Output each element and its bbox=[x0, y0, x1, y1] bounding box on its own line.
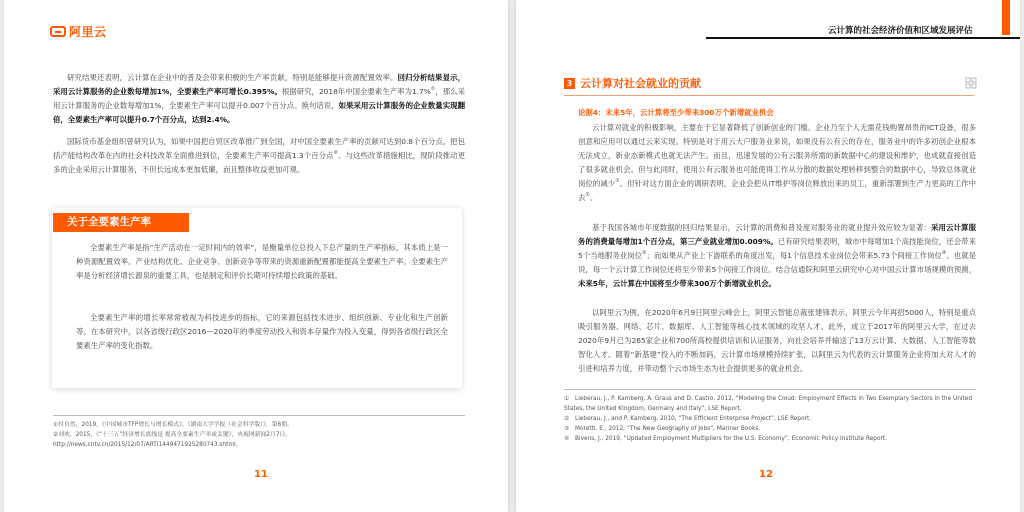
footnote-divider bbox=[53, 415, 465, 416]
bold-run: 未来5年，云计算在中国将至少带来300万个新增就业机会。 bbox=[578, 279, 776, 288]
shuffle-icon bbox=[965, 77, 977, 92]
footnote-divider bbox=[564, 389, 976, 390]
footnote-item: ② Lieberau, J., and P. Kamberg, 2010, “The Efficient Enterprise Project”, LSE Report. bbox=[564, 416, 812, 422]
right-page bbox=[516, 0, 1020, 512]
page-number: 12 bbox=[759, 469, 773, 480]
section-number: 3 bbox=[564, 78, 575, 89]
info-box-title: 关于全要素生产率 bbox=[53, 213, 189, 232]
text-run: 根据研究，2018年中国全要素生产率为1.7% bbox=[281, 87, 431, 96]
footnote-item: ④ Bivens, J., 2019, “Updated Employment Multipliers for the U.S. Economy”, Economic Policy Institute Report. bbox=[564, 436, 888, 442]
bold-run: 如果采用云计算服务的企业数量实现翻倍，全要素生产率可以提升0.7个百分点，达到2.4%。 bbox=[53, 101, 465, 124]
bold-run: 回归分析结果显示，采用云计算服务的企业数每增加1%，全要素生产率可增长0.395%。 bbox=[53, 73, 465, 96]
logo-text: 阿里云 bbox=[69, 25, 107, 39]
right-paragraph-1 bbox=[578, 121, 976, 205]
text-run: 基于我国各城市年度数据的回归结果显示，云计算的消费和普及度对服务业的就业提升效应较为显著： bbox=[592, 223, 931, 232]
text-run: 。也就是说，每一个云计算工作岗位还将至少带来5个间接工作岗位。结合信通院和阿里云研究中心对中国云计算市场规模的预测， bbox=[578, 251, 977, 274]
text-run: 云计算对就业的积极影响，主要在于它显著降低了创新创业的门槛。企业乃至个人无需花钱购置昂贵的ICT设备，很多创意和应用可以通过云来实现。特别是对于用云大户服务业来说，如果没有公有云的存在，服务业中的许多初创企业根本无法成立，新业态新模式也就无法产生。而且，迅速发展的公有云服务所需的新数据中心的建设和维护，也成就直接创造了很多就业机会。但与此同时，使用公有云服务也可能使得工作从分散的数据处理转移到整合的数据中心，导致总体就业岗位的减少 bbox=[578, 123, 976, 188]
section-title: 云计算对社会就业的贡献 bbox=[580, 77, 701, 90]
running-header: 云计算的社会经济价值和区域发展评估 bbox=[828, 26, 973, 36]
text-run: 已有研究结果表明，城市中每增加1个高技能岗位，还会带来5个当地服务业岗位 bbox=[578, 237, 976, 260]
text-run: 研究结果还表明，云计算在企业中的普及会带来积极的生产率贡献，特别是能够提升资源配置效率。 bbox=[67, 73, 398, 82]
left-paragraph-2 bbox=[53, 135, 465, 177]
footnote-item: ②刘欢，2015，《“十三五”经济增长底线是 提高全要素生产率或关键》，央视网新闻2月7日，http://news.cntv.cn/2015/12/07/ARTI1449471925280743.shtml。 bbox=[53, 432, 292, 448]
footnote-item: ③ Moretti, E., 2012, “The New Geography of Jobs”, Mariner Books. bbox=[564, 426, 761, 432]
header-accent-bar bbox=[1002, 0, 1010, 35]
info-box bbox=[52, 208, 462, 388]
section-heading bbox=[564, 75, 701, 91]
header-rule bbox=[706, 37, 1020, 39]
footnote-ref[interactable]: ③ bbox=[642, 250, 647, 256]
footnotes bbox=[564, 394, 976, 444]
footnote-item: ① Lieberau, J., P. Kamberg, A. Graus and D. Castro, 2012, “Modeling the Cloud: Employment Effects in Two Exemplary Sectors in the United States, the United Kingdom, Germany and Italy”, LSE Report. bbox=[564, 396, 973, 412]
right-paragraph-2 bbox=[578, 221, 976, 291]
info-box-paragraph-1: 全要素生产率是指“生产活动在一定时间内的效率”，是衡量单位总投入下总产量的生产率指标，其本质上是一种资源配置效率。产业结构优化、企业竞争、创新竞争等带来的资源重新配置都能提高全要素生产率。全要素生产率是分析经济增长源泉的重要工具，也是制定和评价长期可持续增长政策的基础。 bbox=[76, 243, 448, 280]
text-run: ；而如果从产业上下游联系的角度出发，每1个信息技术业岗位会带来5.73个间接工作岗位 bbox=[646, 251, 942, 260]
footnote-item: ①付自然，2019，《中国城市TFP增长与增长模式》，《湖南大学学报（社会科学版）》，第6期。 bbox=[53, 422, 293, 428]
bold-run: 采用云计算服务的消费量每增加1个百分点，第三产业就业增加0.009%。 bbox=[578, 223, 976, 246]
page-number: 11 bbox=[254, 469, 268, 480]
footnote-ref[interactable]: ④ bbox=[941, 250, 947, 256]
logo bbox=[50, 23, 107, 40]
text-run: 国际货币基金组织曾研究认为，如果中国把自贸区改革推广到全国，对中国全要素生产率的贡献可达到0.8个百分点。把包括产能结构改革在内的社会科技改革全面推进到位，全要素生产率可提高1.3个百分点 bbox=[53, 137, 465, 160]
footnote-ref[interactable]: ① bbox=[430, 86, 436, 92]
right-paragraph-3: 以阿里云为例，在2020年6月9日阿里云峰会上，阿里云智能总裁张建锋表示，阿里云今年再招5000人，特别是重点吸引服务器、网络、芯片、数据库、人工智能等核心技术领域的攻坚人才。此外，成立于2017年的阿里云大学，在过去2020年9月已为265家企业和700所高校提供培训和认证服务，向社会培养并输送了13万云计算、大数据、人工智能等数智化人才。随着“新基建”投入的不断加码，云计算市场规模持续扩张，以阿里云为代表的云计算服务企业将加大对人才的引进和培养力度，并带动整个云市场生态为社会提供更多的就业机会。 bbox=[578, 308, 976, 373]
text-run: ，那么采用云计算服务的企业数每增加1%，全要素生产率可以提升0.007个百分点。换句话说， bbox=[53, 87, 465, 110]
footnotes bbox=[53, 420, 465, 450]
left-paragraph-1 bbox=[53, 71, 465, 127]
text-run: 。与这些改革措施相比，现阶段推动更多的企业采用云计算服务，不但长远成本更加低廉，而且整体收益更加可观。 bbox=[53, 151, 465, 174]
left-page bbox=[4, 0, 508, 512]
footnote-ref[interactable]: ① bbox=[615, 178, 620, 184]
thesis-statement: 论据4：未来5年，云计算将至少带来300万个新增就业机会 bbox=[578, 108, 774, 117]
section-rule bbox=[564, 95, 974, 96]
text-run: 。 bbox=[589, 193, 598, 202]
info-box-paragraph-2: 全要素生产率的增长率常常被视为科技进步的指标，它的来源包括技术进步、组织创新、专业化和生产创新等。在本研究中，以各省级行政区2016—2020年的季度劳动投入和资本存量作为投入变量，得到各省级行政区全要素生产率的变化指数。 bbox=[76, 313, 448, 350]
aliyun-logo-icon bbox=[50, 26, 66, 37]
text-run: 。但针对这方面企业的调研表明，企业会把从IT维护等岗位释放出来的员工，重新部署到生产力更高的工作中去 bbox=[578, 179, 976, 202]
footnote-ref[interactable]: ② bbox=[333, 150, 339, 156]
footnote-ref[interactable]: ② bbox=[585, 192, 590, 198]
